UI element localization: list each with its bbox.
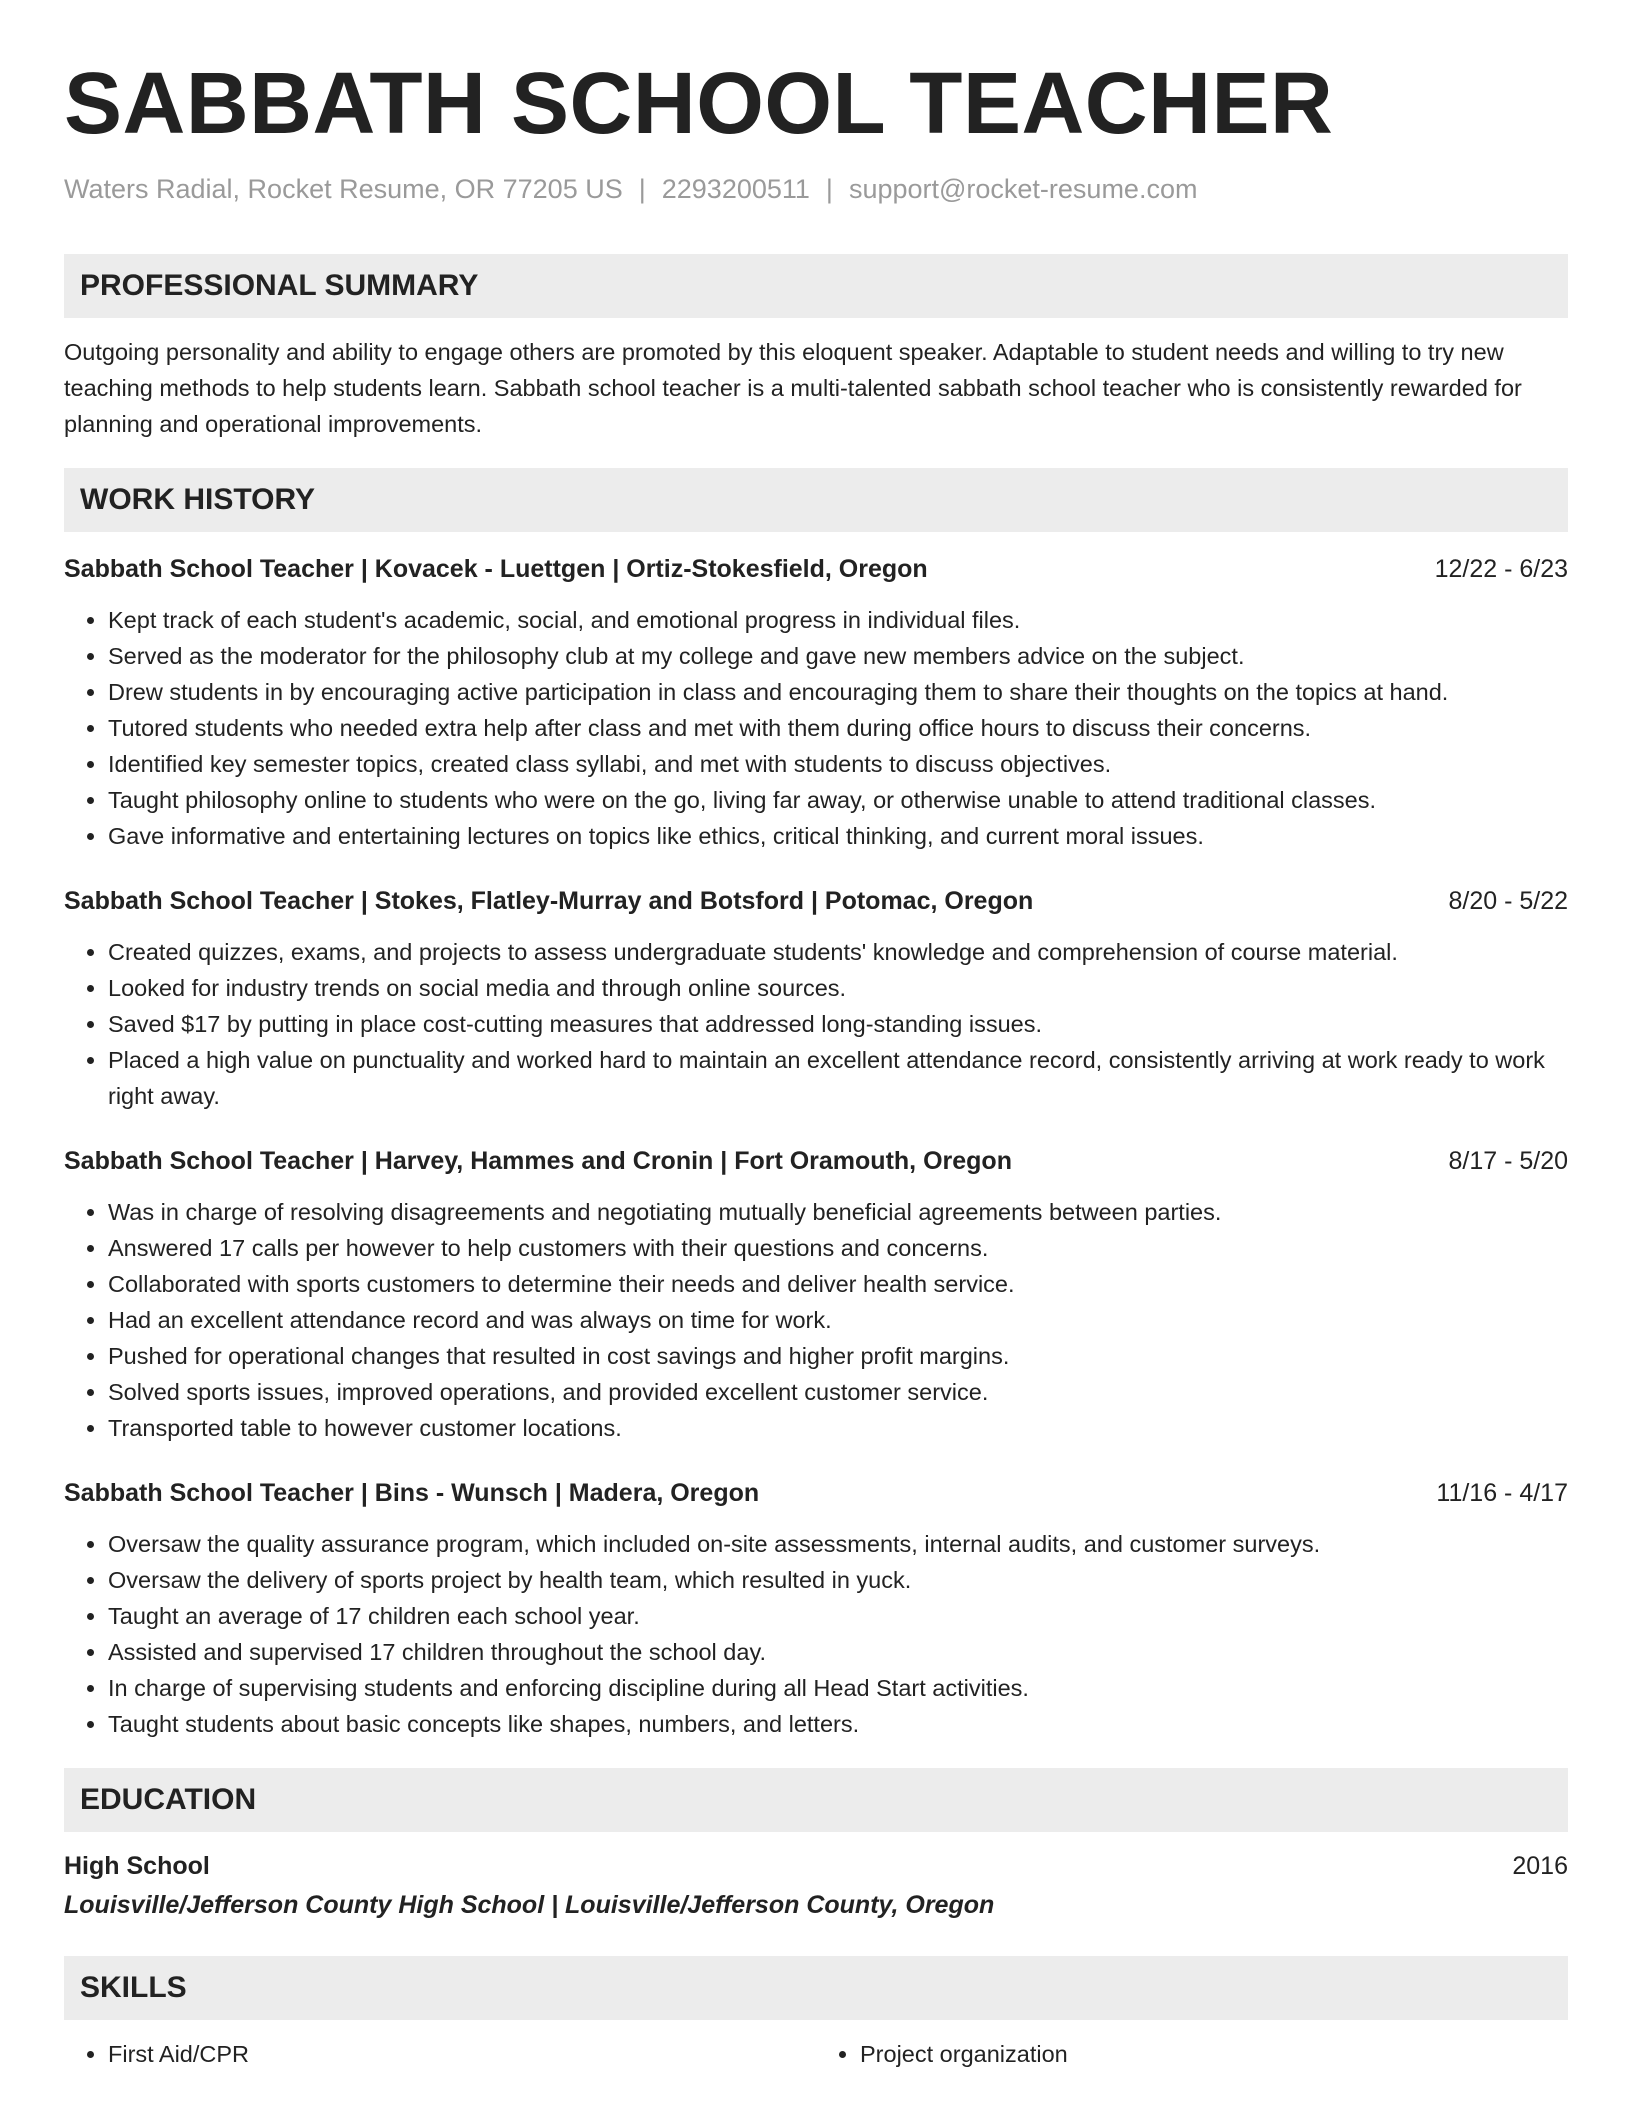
- skill-item: • Project organization: [860, 2036, 1568, 2072]
- job-header: [64, 1476, 1568, 1510]
- job-dates: 8/20 - 5/22: [1448, 887, 1568, 915]
- contact-line: [64, 172, 1568, 206]
- job-bullet: • Oversaw the quality assurance program, which included on-site assessments, internal audits, and customer surveys.: [108, 1526, 1568, 1562]
- job-entry: [64, 1476, 1568, 1742]
- contact-phone: 2293200511: [661, 174, 810, 204]
- section-heading-work-history: WORK HISTORY: [64, 468, 1568, 532]
- job-bullet: • Taught philosophy online to students who were on the go, living far away, or otherwise unable to attend traditional classes.: [108, 782, 1568, 818]
- job-title: Sabbath School Teacher | Stokes, Flatley-Murray and Botsford | Potomac, Oregon: [64, 887, 1034, 915]
- education-degree: High School: [64, 1852, 210, 1880]
- contact-separator: |: [825, 174, 833, 204]
- job-bullet: • Created quizzes, exams, and projects to assess undergraduate students' knowledge and comprehension of course material.: [108, 934, 1568, 970]
- contact-email: support@rocket-resume.com: [848, 174, 1198, 204]
- job-dates: 11/16 - 4/17: [1436, 1479, 1568, 1507]
- job-bullet: • Drew students in by encouraging active participation in class and encouraging them to share their thoughts on the topics at hand.: [108, 674, 1568, 710]
- candidate-name: SABBATH SCHOOL TEACHER: [64, 55, 1334, 152]
- education-year: 2016: [1512, 1852, 1568, 1880]
- job-bullets: [64, 934, 1568, 1114]
- job-bullet: • Pushed for operational changes that resulted in cost savings and higher profit margins.: [108, 1338, 1568, 1374]
- job-entry: [64, 552, 1568, 854]
- contact-separator: |: [638, 174, 646, 204]
- job-dates: 12/22 - 6/23: [1434, 555, 1568, 583]
- job-bullet: • Oversaw the delivery of sports project by health team, which resulted in yuck.: [108, 1562, 1568, 1598]
- job-bullet: • Had an excellent attendance record and was always on time for work.: [108, 1302, 1568, 1338]
- job-bullet: • Saved $17 by putting in place cost-cutting measures that addressed long-standing issues.: [108, 1006, 1568, 1042]
- job-bullet: • Served as the moderator for the philosophy club at my college and gave new members advice on the subject.: [108, 638, 1568, 674]
- job-bullet: • Tutored students who needed extra help after class and met with them during office hours to discuss their concerns.: [108, 710, 1568, 746]
- job-title: Sabbath School Teacher | Harvey, Hammes and Cronin | Fort Oramouth, Oregon: [64, 1147, 1012, 1175]
- contact-address: Waters Radial, Rocket Resume, OR 77205 US: [64, 174, 623, 204]
- education-entry: [64, 1848, 1568, 1926]
- job-dates: 8/17 - 5/20: [1448, 1147, 1568, 1175]
- job-bullets: [64, 1526, 1568, 1742]
- section-heading-summary: PROFESSIONAL SUMMARY: [64, 254, 1568, 318]
- job-bullet: • Was in charge of resolving disagreements and negotiating mutually beneficial agreements between parties.: [108, 1194, 1568, 1230]
- skills-column-right: [816, 2036, 1568, 2072]
- job-bullet: • In charge of supervising students and enforcing discipline during all Head Start activities.: [108, 1670, 1568, 1706]
- job-bullet: • Taught an average of 17 children each school year.: [108, 1598, 1568, 1634]
- job-bullet: • Answered 17 calls per however to help customers with their questions and concerns.: [108, 1230, 1568, 1266]
- education-header: [64, 1848, 1568, 1884]
- job-bullet: • Placed a high value on punctuality and worked hard to maintain an excellent attendance record, consistently arriving at work ready to work right away.: [108, 1042, 1568, 1114]
- job-bullet: • Taught students about basic concepts like shapes, numbers, and letters.: [108, 1706, 1568, 1742]
- job-bullets: [64, 602, 1568, 854]
- section-heading-education: EDUCATION: [64, 1768, 1568, 1832]
- job-title: Sabbath School Teacher | Bins - Wunsch | Madera, Oregon: [64, 1479, 760, 1507]
- education-school: Louisville/Jefferson County High School | Louisville/Jefferson County, Oregon: [64, 1891, 995, 1919]
- job-bullet: • Kept track of each student's academic, social, and emotional progress in individual files.: [108, 602, 1568, 638]
- job-bullet: • Gave informative and entertaining lectures on topics like ethics, critical thinking, and current moral issues.: [108, 818, 1568, 854]
- job-bullet: • Identified key semester topics, created class syllabi, and met with students to discuss objectives.: [108, 746, 1568, 782]
- job-header: [64, 884, 1568, 918]
- job-entry: [64, 1144, 1568, 1446]
- job-bullet: • Assisted and supervised 17 children throughout the school day.: [108, 1634, 1568, 1670]
- job-title: Sabbath School Teacher | Kovacek - Luettgen | Ortiz-Stokesfield, Oregon: [64, 555, 928, 583]
- skills-list: [64, 2036, 1568, 2072]
- job-bullet: • Solved sports issues, improved operations, and provided excellent customer service.: [108, 1374, 1568, 1410]
- job-header: [64, 552, 1568, 586]
- job-bullet: • Looked for industry trends on social media and through online sources.: [108, 970, 1568, 1006]
- skills-column-left: [64, 2036, 816, 2072]
- job-header: [64, 1144, 1568, 1178]
- job-bullets: [64, 1194, 1568, 1446]
- section-heading-skills: SKILLS: [64, 1956, 1568, 2020]
- job-entry: [64, 884, 1568, 1114]
- skill-item: • First Aid/CPR: [108, 2036, 816, 2072]
- summary-text: Outgoing personality and ability to engage others are promoted by this eloquent speaker. Adaptable to student needs and willing to try new teaching methods to help students learn. Sabbath school teacher is a multi-talented sabbath school teacher who is consistently rewarded for planning and operational improvements.: [64, 339, 1522, 437]
- job-bullet: • Transported table to however customer locations.: [108, 1410, 1568, 1446]
- job-bullet: • Collaborated with sports customers to determine their needs and deliver health service.: [108, 1266, 1568, 1302]
